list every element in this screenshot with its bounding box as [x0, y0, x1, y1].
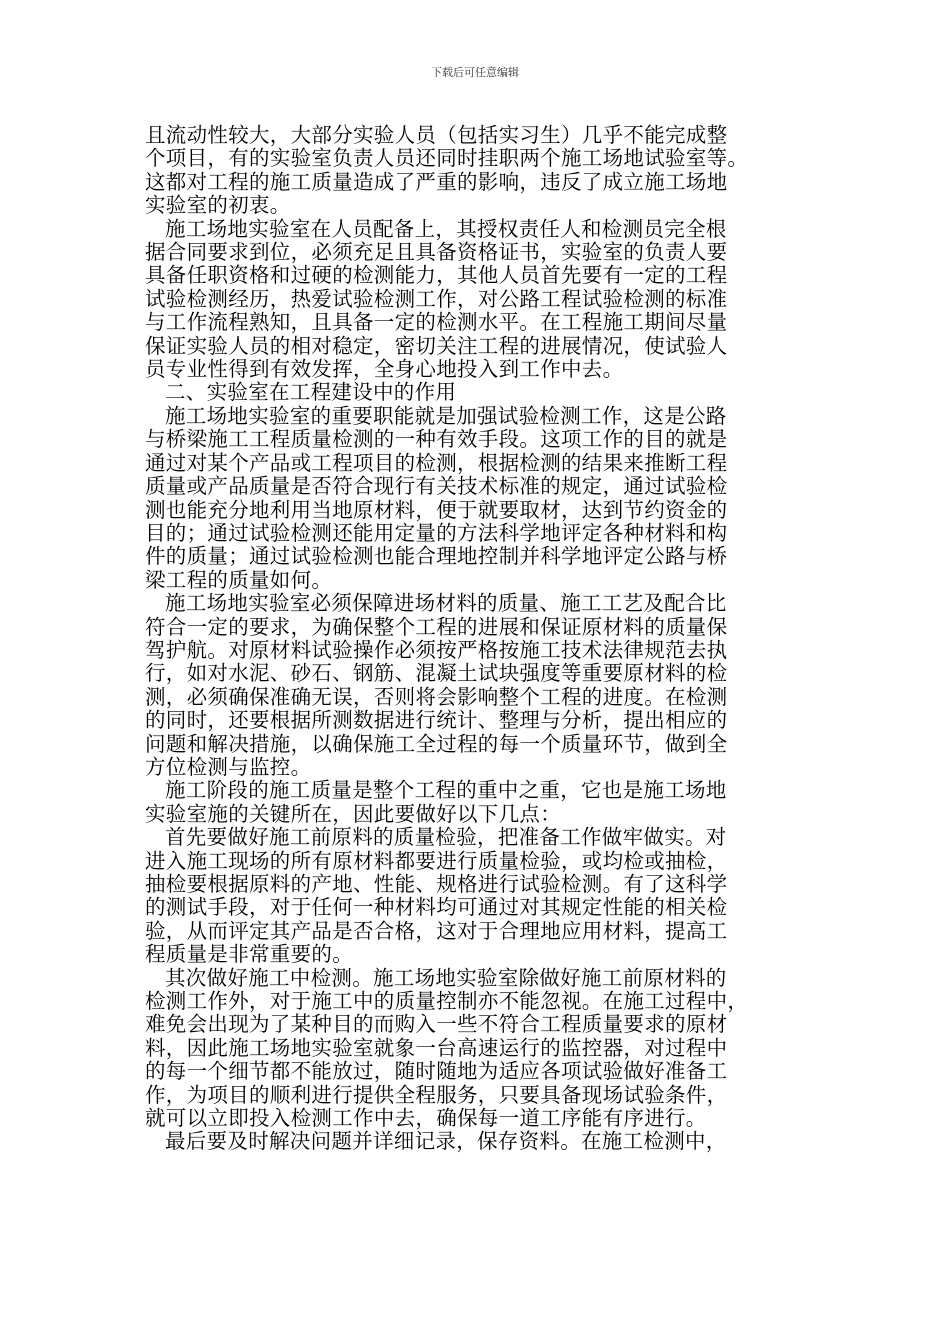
text-line: 具备任职资格和过硬的检测能力，其他人员首先要有一定的工程	[145, 263, 728, 288]
text-line: 就可以立即投入检测工作中去，确保每一道工序能有序进行。	[145, 1106, 707, 1131]
text-line: 这都对工程的施工质量造成了严重的影响，违反了成立施工场地	[145, 169, 728, 194]
text-line: 作，为项目的顺利进行提供全程服务，只要具备现场试验条件，	[145, 1082, 728, 1107]
text-line: 梁工程的质量如何。	[145, 567, 333, 592]
page-header: 下载后可任意编辑	[431, 66, 519, 79]
text-line: 个项目，有的实验室负责人员还同时挂职两个施工场地试验室等。	[145, 146, 749, 171]
text-line: 与工作流程熟知，且具备一定的检测水平。在工程施工期间尽量	[145, 310, 728, 335]
paragraph	[145, 779, 786, 826]
paragraph	[145, 124, 786, 218]
text-line: 保证实验人员的相对稳定，密切关注工程的进展情况，使试验人	[145, 333, 728, 358]
text-line: 目的；通过试验检测还能用定量的方法科学地评定各种材料和构	[145, 520, 728, 545]
text-line: 问题和解决措施，以确保施工全过程的每一个质量环节，做到全	[145, 731, 728, 756]
text-line: 施工阶段的施工质量是整个工程的重中之重，它也是施工场地	[165, 778, 727, 803]
text-line: 试验检测经历，热爱试验检测工作，对公路工程试验检测的标准	[145, 286, 728, 311]
text-line: 检测工作外，对于施工中的质量控制亦不能忽视。在施工过程中，	[145, 989, 749, 1014]
text-line: 与桥梁施工工程质量检测的一种有效手段。这项工作的目的就是	[145, 427, 728, 452]
text-line: 其次做好施工中检测。施工场地实验室除做好施工前原材料的	[165, 965, 727, 990]
text-line: 件的质量；通过试验检测也能合理地控制并科学地评定公路与桥	[145, 544, 728, 569]
text-line: 行，如对水泥、砂石、钢筋、混凝土试块强度等重要原材料的检	[145, 661, 728, 686]
text-line: 料，因此施工场地实验室就象一台高速运行的监控器，对过程中	[145, 1035, 728, 1060]
text-line: 施工场地实验室必须保障进场材料的质量、施工工艺及配合比	[165, 591, 727, 616]
text-line: 首先要做好施工前原料的质量检验，把准备工作做牢做实。对	[165, 825, 727, 850]
paragraph	[145, 826, 786, 966]
paragraph	[145, 592, 786, 779]
text-line: 二、实验室在工程建设中的作用	[165, 380, 457, 405]
text-line: 的每一个细节都不能放过，随时随地为适应各项试验做好准备工	[145, 1059, 728, 1084]
paragraph	[145, 218, 786, 382]
document-body	[145, 124, 786, 1154]
text-line: 据合同要求到位，必须充足且具备资格证书，实验室的负责人要	[145, 240, 728, 265]
text-line: 最后要及时解决问题并详细记录，保存资料。在施工检测中，	[165, 1129, 727, 1154]
text-line: 难免会出现为了某种目的而购入一些不符合工程质量要求的原材	[145, 1012, 728, 1037]
text-line: 施工场地实验室在人员配备上，其授权责任人和检测员完全根	[165, 216, 727, 241]
text-line: 符合一定的要求，为确保整个工程的进展和保证原材料的质量保	[145, 614, 728, 639]
text-line: 通过对某个产品或工程项目的检测，根据检测的结果来推断工程	[145, 450, 728, 475]
text-line: 实验室的初衷。	[145, 193, 291, 218]
text-line: 的测试手段，对于任何一种材料均可通过对其规定性能的相关检	[145, 895, 728, 920]
paragraph	[145, 967, 786, 1131]
paragraph	[145, 1130, 786, 1153]
text-line: 抽检要根据原料的产地、性能、规格进行试验检测。有了这科学	[145, 872, 728, 896]
text-line: 员专业性得到有效发挥，全身心地投入到工作中去。	[145, 357, 624, 382]
text-line: 方位检测与监控。	[145, 754, 312, 779]
paragraph	[145, 405, 786, 592]
text-line: 驾护航。对原材料试验操作必须按严格按施工技术法律规范去执	[145, 637, 728, 662]
text-line: 且流动性较大，大部分实验人员（包括实习生）几乎不能完成整	[145, 123, 728, 147]
text-line: 测，必须确保准确无误，否则将会影响整个工程的进度。在检测	[145, 684, 728, 709]
text-line: 测也能充分地利用当地原材料，便于就要取材，达到节约资金的	[145, 497, 728, 522]
text-line: 程质量是非常重要的。	[145, 942, 353, 967]
text-line: 实验室施的关键所在，因此要做好以下几点：	[145, 801, 561, 826]
text-line: 施工场地实验室的重要职能就是加强试验检测工作，这是公路	[165, 403, 727, 428]
text-line: 的同时，还要根据所测数据进行统计、整理与分析，提出相应的	[145, 708, 728, 733]
text-line: 验，从而评定其产品是否合格，这对于合理地应用材料，提高工	[145, 918, 728, 943]
text-line: 进入施工现场的所有原材料都要进行质量检验，或均检或抽检，	[145, 848, 728, 873]
text-line: 质量或产品质量是否符合现行有关技术标准的规定，通过试验检	[145, 474, 728, 499]
paragraph	[145, 381, 786, 404]
